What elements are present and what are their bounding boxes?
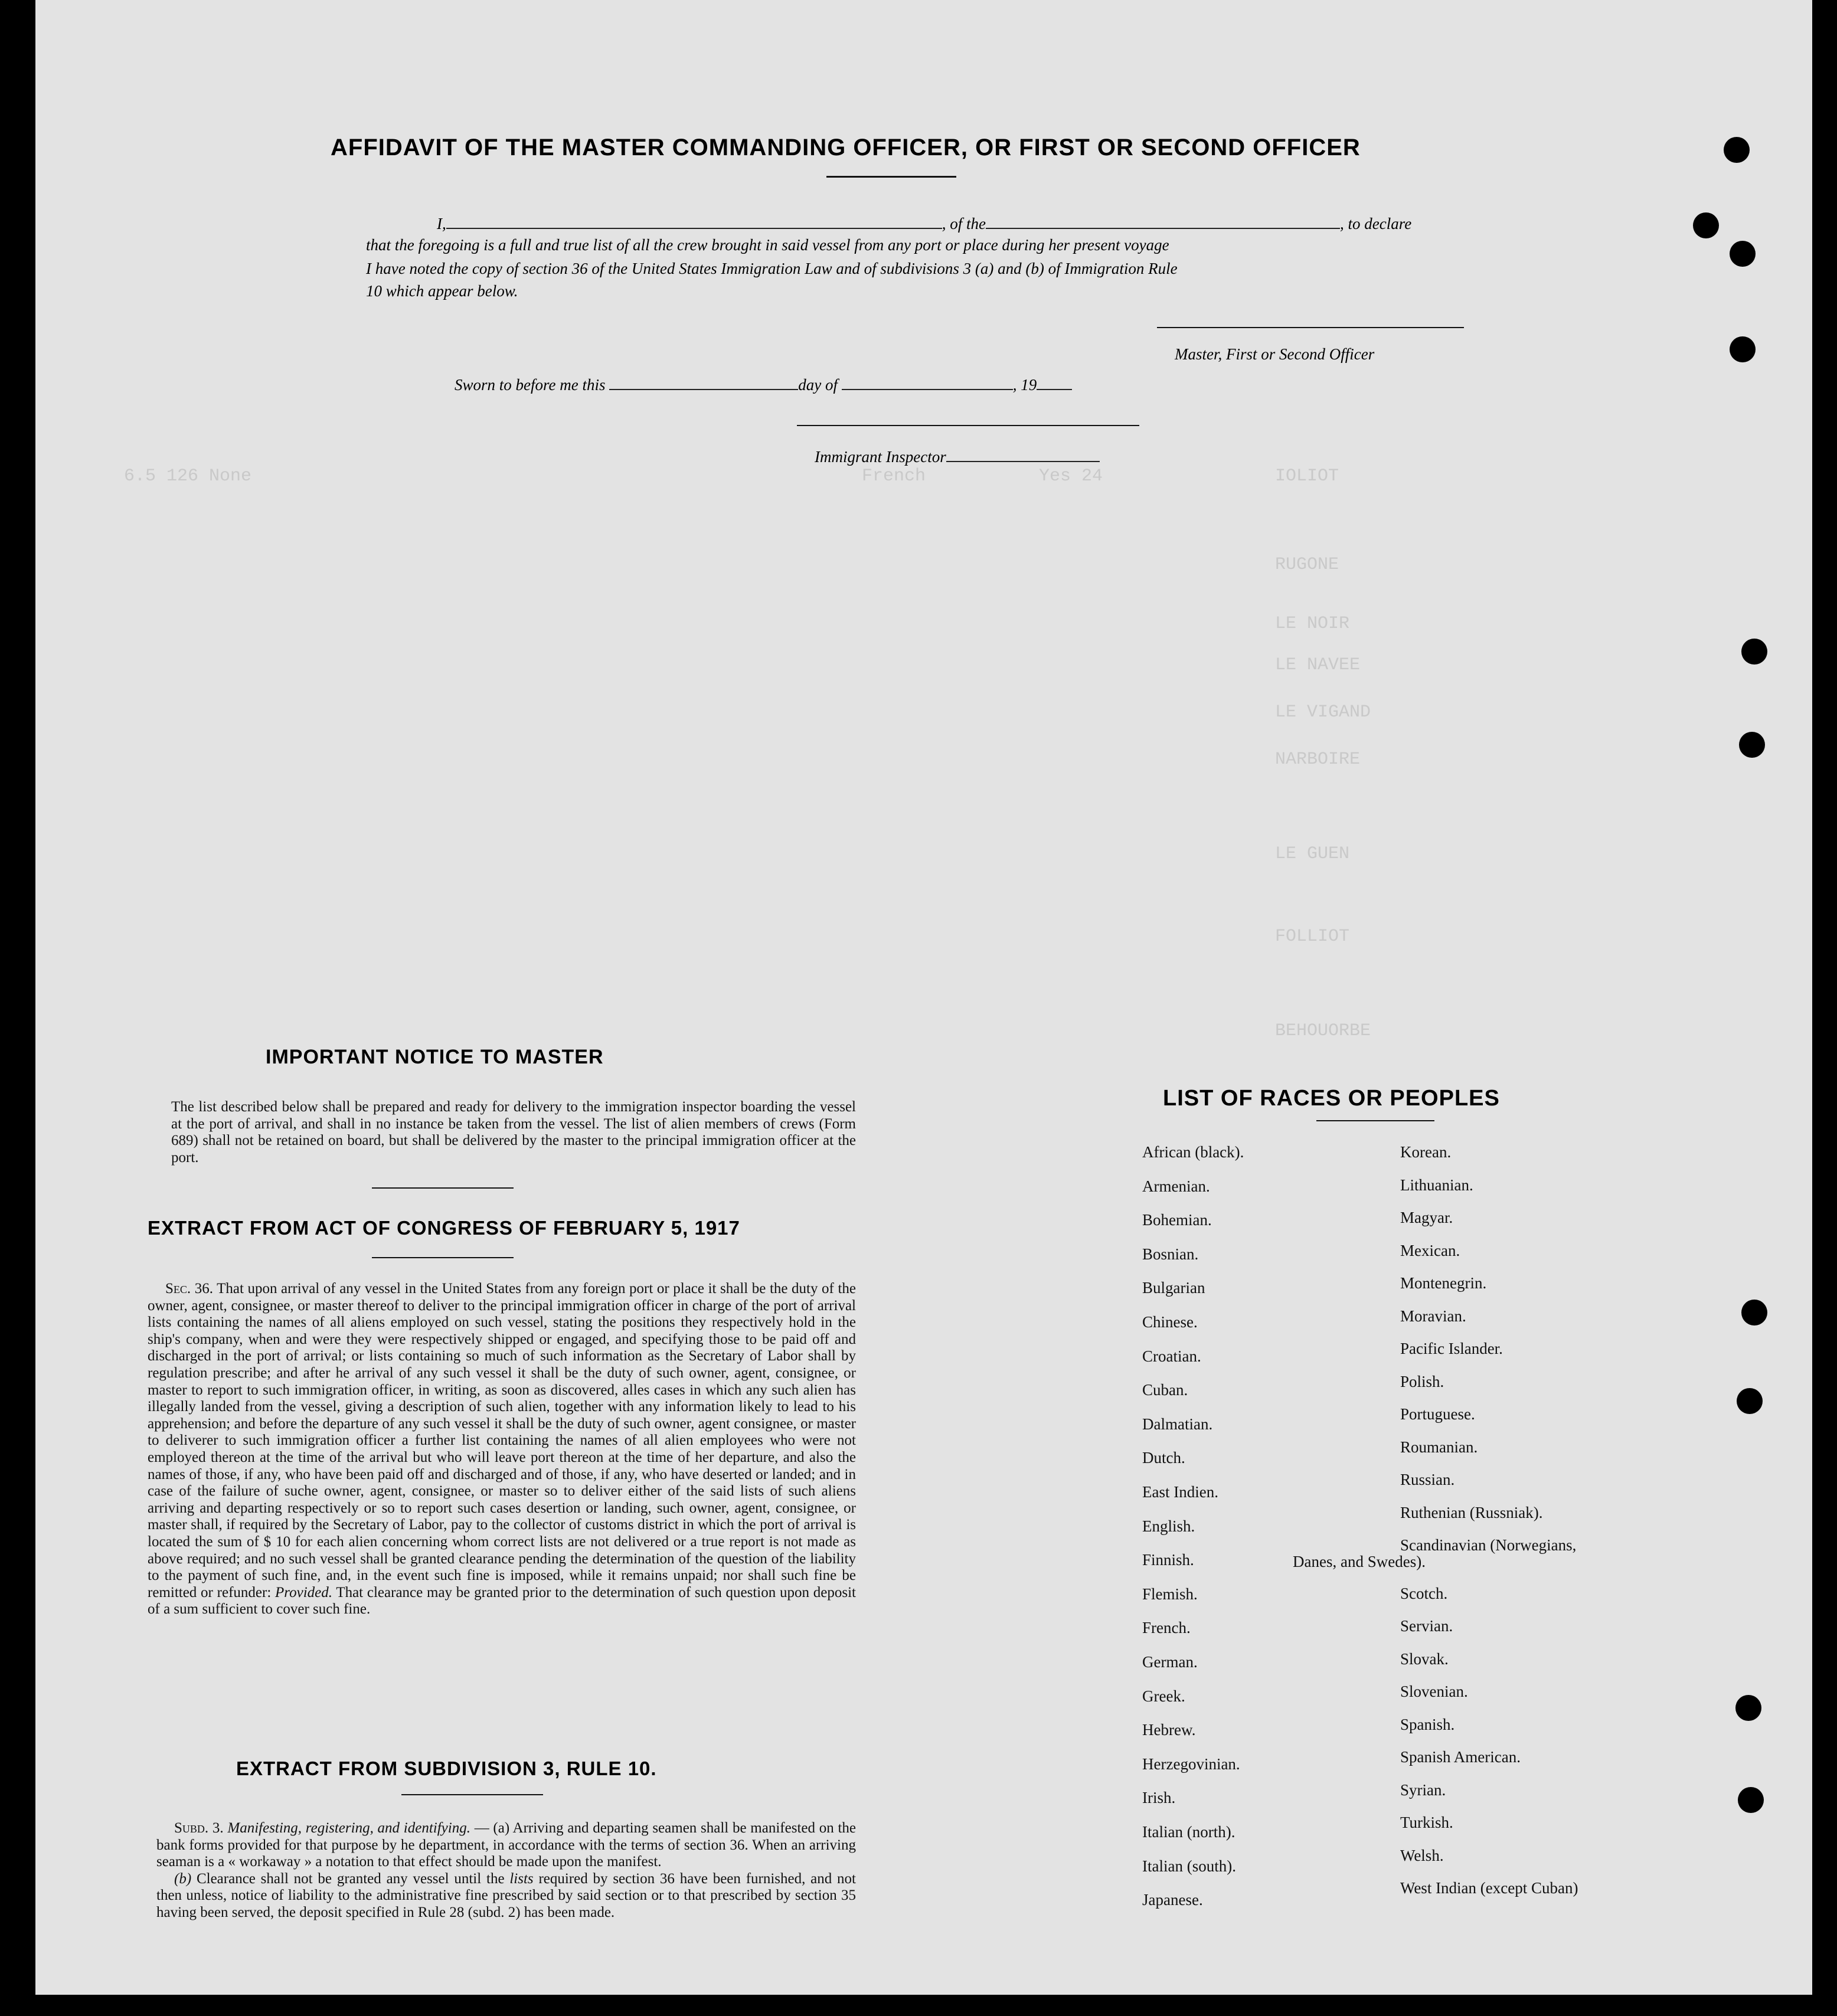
race-item: Herzegovinian. (1142, 1755, 1240, 1773)
declaration-line-4: 10 which appear below. (366, 282, 518, 300)
punch-hole (1730, 241, 1756, 267)
race-item: Danes, and Swedes). (1293, 1553, 1426, 1570)
rule-b-text-1: Clearance shall not be granted any vessel until the (196, 1870, 505, 1887)
rule-body (156, 1820, 856, 1922)
rule-a-text: — (a) Arriving and departing seamen shall be manifested on the bank forms provided for that purpose by he department, in accordance with the terms of section 36. When an arriving seaman is a « workaway » a notation to that effect should be made upon the manifest. (156, 1820, 856, 1870)
declaration-to-declare: , to declare (1340, 215, 1412, 233)
race-item: Scotch. (1400, 1584, 1448, 1602)
punch-hole (1737, 1388, 1763, 1414)
punch-hole (1741, 639, 1767, 665)
year-blank (1037, 374, 1072, 390)
sworn-prefix: Sworn to before me this (455, 376, 606, 394)
declaration-line-1 (437, 212, 1411, 233)
race-item: Scandinavian (Norwegians, (1400, 1536, 1577, 1554)
race-item: Hebrew. (1142, 1721, 1196, 1739)
race-item: Chinese. (1142, 1313, 1198, 1331)
race-item: Korean. (1400, 1143, 1452, 1161)
declaration-line-2: that the foregoing is a full and true list of all the crew brought in said vessel from any port or place during her present voyage (366, 236, 1169, 254)
punch-hole (1739, 732, 1765, 758)
race-item: Roumanian. (1400, 1438, 1478, 1456)
race-item: French. (1142, 1619, 1191, 1637)
race-item: Magyar. (1400, 1209, 1453, 1226)
race-item: English. (1142, 1517, 1195, 1535)
race-item: Flemish. (1142, 1585, 1198, 1603)
punch-hole (1693, 212, 1719, 238)
race-item: African (black). (1142, 1143, 1244, 1161)
divider (401, 1794, 543, 1795)
race-item: Irish. (1142, 1789, 1176, 1807)
inspector-label: Immigrant Inspector (815, 448, 946, 466)
notice-body: The list described below shall be prepared and ready for delivery to the immigration inspector boarding the vessel at the port of arrival, and shall in no instance be taken from the vessel. The list of alien members of crews (Form 689) shall not be retained on board, but shall be delivered by the master to the principal immigration officer at the port. (171, 1099, 856, 1166)
race-item: Slovak. (1400, 1650, 1449, 1668)
inspector-top-line (797, 425, 1139, 426)
race-item: Polish. (1400, 1372, 1444, 1390)
act-provided: Provided. (275, 1584, 332, 1601)
declaration-line-3: I have noted the copy of section 36 of the United States Immigration Law and of subdivisions 3 (a) and (b) of Immigration Rule (366, 260, 1178, 277)
act-text: That upon arrival of any vessel in the United States from any foreign port or place it shall be the duty of the owner, agent, consignee, or master thereof to deliver to the principal immigration officer in charge of the port of arrival lists containing the names of all aliens employed on such vessel, stating the positions they respectively hold in the ship's company, when and were they were respectively shipped or engaged, and specifying those to be paid off and discharged in the port of arrival; or lists containing so much of such information as the Secretary of Labor shall by regulation prescribe; and after he arrival of any such vessel it shall be the duty of such owner, agent, consignee, or master to report to such immigration officer, in writing, as soon as discovered, alles cases in which any such alien has illegally landed from the vessel, giving a description of such alien, together with any information likely to lead to his apprehension; and before the departure of any such vessel it shall be the duty of such owner, agent consignee, or master to deliverer to such immigration officer a further list containing the names of all alien employees who were not employed thereon at the time of the arrival but who will leave port thereon at the time of her departure, and also the names of those, if any, who have been paid off and discharged and of those, if any, who have deserted or landed; and in case of the failure of suche owner, agent, consignee, or master so to deliver either of the said lists of such aliens arriving and departing respectively or so to report such cases desertion or landing, such owner, agent, consignee, or master shall, if required by the Secretary of Labor, pay to the collector of customs district in which the port of arrival is located the sum of $ 10 for each alien concerning whom correct lists are not delivered or a true report is not made as above required; and no such vessel shall be granted clearance pending the determination of the question of the liability to the payment of such fine, and, in the event such fine is imposed, while it remains unpaid; nor shall such fine be remitted or refunder: (148, 1281, 856, 1601)
races-title: LIST OF RACES OR PEOPLES (1163, 1086, 1500, 1111)
race-item: West Indian (except Cuban) (1400, 1879, 1578, 1897)
race-item: Montenegrin. (1400, 1274, 1487, 1292)
race-item: Croatian. (1142, 1347, 1201, 1365)
signature-line (1157, 327, 1464, 328)
race-item: Dutch. (1142, 1449, 1185, 1467)
race-item: Syrian. (1400, 1781, 1446, 1799)
race-item: Spanish American. (1400, 1748, 1521, 1766)
divider (372, 1257, 514, 1258)
document-page: IOLIOT RUGONE LE NOIR LE NAVEE LE VIGAND NARBOIRE LE GUEN FOLLIOT BEHOUORBE 6.5 126 None French Yes 24 AFFIDAVIT OF THE MASTER COMMANDING OFFICER, OR FIRST OR SECOND OFFICER I, , of the , to declare that the foregoing is a full and true list of all the crew brought in said vessel from any port or place during her present voyage I have noted the copy of section 36 of the United States Immigration Law and of subdivisions 3 (a) and (b) of Immigration Rule 10 which appear below. Master, First or Second Officer Sworn to before me this day of , 19 Immigrant Inspector IMPORTANT NOTICE TO MASTER The list described below shall be prepared and ready for delivery to the immigration inspector boarding the vessel at the port of arrival, and shall in no instance be taken from the vessel. The list of alien members of crews (Form 689) shall not be retained on board, but shall be delivered by the master to the principal immigration officer at the port. EXTRACT FROM ACT OF CONGRESS OF FEBRUARY 5, 1917 Sec. 36. That upon arrival of any vessel in the United States from any foreign port or place it shall be the duty of the owner, agent, consignee, or master thereof to deliver to the principal immigration officer in charge of the port of arrival lists containing the names of all aliens employed on such vessel, stating the positions they respectively hold in the ship's company, when and were they were respectively shipped or engaged, and specifying those to be paid off and discharged in the port of arrival; or lists containing so much of such information as the Secretary of Labor shall by regulation prescribe; and after he arrival of any such vessel it shall be the duty of such owner, agent, consignee, or master to report to such immigration officer, in writing, as soon as discovered, alles cases in which any such alien has illegally landed from the vessel, giving a description of such alien, together with any information likely to lead to his apprehension; and before the departure of any such vessel it shall be the duty of such owner, agent consignee, or master to deliverer to such immigration officer a further list containing the names of all alien employees who were not employed thereon at the time of the arrival but who will leave port thereon at the time of her departure, and also the names of those, if any, who have been paid off and discharged and of those, if any, who have deserted or landed; and in case of the failure of suche owner, agent, consignee, or master so to deliver either of the said lists of such aliens arriving and departing respectively or so to report such cases desertion or landing, such owner, agent, consignee, or master shall, if required by the Secretary of Labor, pay to the collector of customs district in which the port of arrival is located the sum of $ 10 for each alien concerning whom correct lists are not delivered or a true report is not made as above required; and no such vessel shall be granted clearance pending the determination of the question of the liability to the payment of such fine, and, in the event such fine is imposed, while it remains unpaid; nor shall such fine be remitted or refunder: Provided. That clearance may be granted prior to the determination of such question upon deposit of a sum sufficient to cover such fine. EXTRACT FROM SUBDIVISION 3, RULE 10. Subd. 3. Manifesting, registering, and identifying. — (a) Arriving and departing seamen shall be manifested on the bank forms provided for that purpose by he department, in accordance with the terms of section 36. When an arriving seaman is a « workaway » a notation to that effect should be made upon the manifest. (b) Clearance shall not be granted any vessel until the lists required by section 36 have been furnished, and not then unless, notice of liability to the administrative fine prescribed by said section or to that prescribed by section 35 having been served, the deposit specified in Rule 28 (subd. 2) has been made. LIST OF RACES OR PEOPLES African (black). Armenian. Bohemian. Bosnian. Bulgarian Chinese. Croatian. Cuban. Dalmatian. Dutch. East Indien. English. Finnish. Flemish. French. German. Greek. Hebrew. Herzegovinian. Irish. Italian (north). Italian (south). Japanese. Korean. Lithuanian. Magyar. Mexican. Montenegrin. Moravian. Pacific Islander. Polish. Portuguese. Roumanian. Russian. Ruthenian (Russniak). Scandinavian (Norwegians, Danes, and Swedes). Scotch. Servian. Slovak. Slovenian. Spanish. Spanish American. Syrian. Turkish. Welsh. West Indian (except Cuban) (35, 0, 1812, 1995)
punch-hole (1741, 1300, 1767, 1326)
race-item: Cuban. (1142, 1381, 1188, 1399)
race-item: Greek. (1142, 1687, 1185, 1705)
race-item: Pacific Islander. (1400, 1340, 1503, 1357)
race-item: Spanish. (1400, 1715, 1455, 1733)
punch-hole (1730, 336, 1756, 362)
inspector-line (815, 446, 1100, 466)
race-item: Bosnian. (1142, 1245, 1199, 1263)
punch-hole (1735, 1695, 1761, 1721)
race-item: Mexican. (1400, 1241, 1460, 1259)
race-item: Welsh. (1400, 1846, 1444, 1864)
divider (1316, 1120, 1434, 1121)
race-item: Italian (north). (1142, 1823, 1235, 1841)
race-item: Russian. (1400, 1471, 1455, 1488)
race-item: Servian. (1400, 1617, 1453, 1635)
race-item: Finnish. (1142, 1551, 1194, 1569)
sworn-day-of: day of (798, 376, 838, 394)
act-body (148, 1281, 856, 1618)
vessel-blank (986, 212, 1340, 229)
signature-label: Master, First or Second Officer (1175, 345, 1375, 363)
declaration-i: I, (437, 215, 446, 233)
affidavit-title: AFFIDAVIT OF THE MASTER COMMANDING OFFICER, OR FIRST OR SECOND OFFICER (331, 135, 1361, 161)
month-blank (842, 374, 1013, 390)
race-item: German. (1142, 1653, 1198, 1671)
race-item: Italian (south). (1142, 1857, 1236, 1875)
act-section-label: Sec. 36. (165, 1281, 213, 1297)
race-item: Japanese. (1142, 1891, 1203, 1909)
rule-b-text-2: required by section 36 have been furnished, and not then unless, notice of liability to the administrative fine prescribed by said section or to that prescribed by section 35 having been served, the deposit specified in Rule 28 (subd. 2) has been made. (156, 1870, 856, 1920)
race-item: Lithuanian. (1400, 1176, 1473, 1194)
race-item: Armenian. (1142, 1177, 1210, 1195)
divider (372, 1187, 514, 1189)
day-blank (609, 374, 798, 390)
name-blank (446, 212, 942, 229)
rule-subd-label: Subd. 3. (174, 1820, 224, 1836)
punch-hole (1738, 1787, 1764, 1813)
race-item: Turkish. (1400, 1814, 1453, 1831)
sworn-line (455, 374, 1072, 394)
punch-hole (1724, 137, 1750, 163)
rule-subd-heading: Manifesting, registering, and identifying. (227, 1820, 470, 1836)
act-text-end: That clearance may be granted prior to the determination of such question upon deposit of a sum sufficient to cover such fine. (148, 1584, 856, 1618)
notice-title: IMPORTANT NOTICE TO MASTER (266, 1046, 604, 1068)
race-item: Moravian. (1400, 1307, 1466, 1325)
race-item: Bulgarian (1142, 1279, 1205, 1297)
race-item: Dalmatian. (1142, 1415, 1213, 1433)
act-title: EXTRACT FROM ACT OF CONGRESS OF FEBRUARY 5, 1917 (148, 1217, 740, 1239)
race-item: Portuguese. (1400, 1405, 1475, 1423)
rule-b-lists: lists (509, 1870, 534, 1887)
race-item: Bohemian. (1142, 1211, 1212, 1229)
rule-b-label: (b) (174, 1870, 192, 1887)
race-item: East Indien. (1142, 1483, 1218, 1501)
sworn-year: , 19 (1012, 376, 1037, 394)
race-item: Ruthenian (Russniak). (1400, 1503, 1543, 1521)
declaration-of-the: , of the (942, 215, 986, 233)
rule-title: EXTRACT FROM SUBDIVISION 3, RULE 10. (236, 1758, 657, 1779)
race-item: Slovenian. (1400, 1683, 1468, 1700)
inspector-blank (946, 446, 1100, 462)
divider (826, 176, 956, 178)
